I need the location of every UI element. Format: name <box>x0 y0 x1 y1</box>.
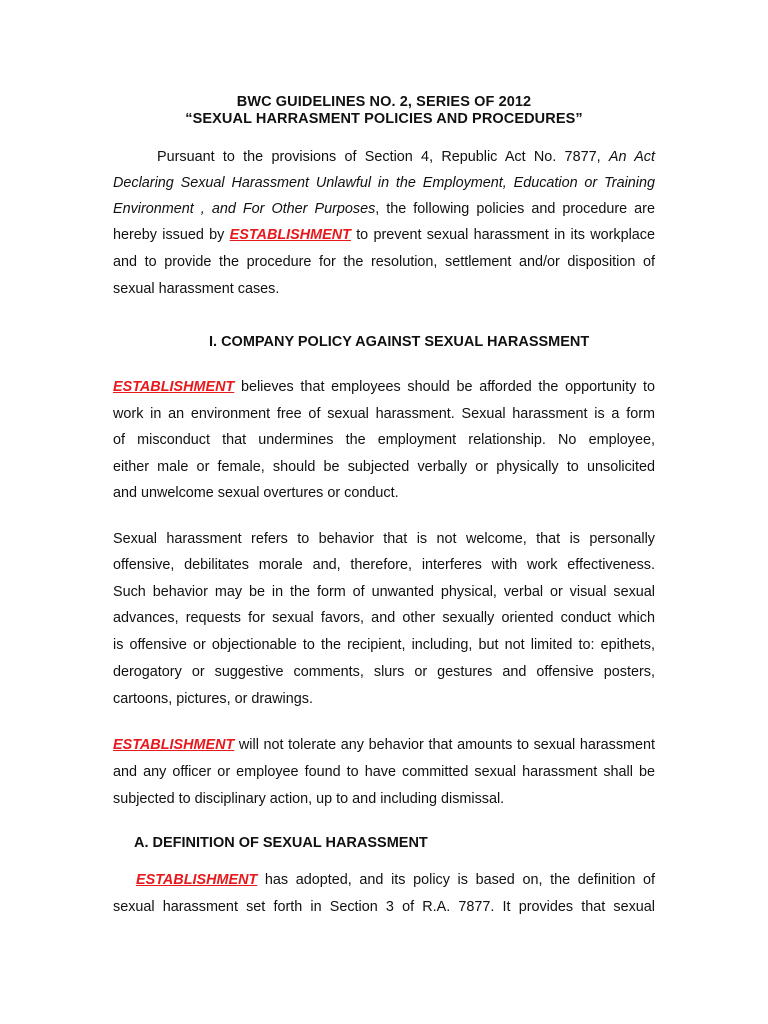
establishment-placeholder: ESTABLISHMENT <box>229 227 351 243</box>
definition-line: cartoons, pictures, or drawings. <box>113 691 313 707</box>
section-heading-definition: A. DEFINITION OF SEXUAL HARASSMENT <box>134 835 428 851</box>
discipline-line <box>113 736 655 754</box>
definition-line: advances, requests for sexual favors, and other sexually oriented conduct which <box>113 610 655 626</box>
definition-line: Such behavior may be in the form of unwanted physical, verbal or visual sexual <box>113 584 655 600</box>
establishment-placeholder: ESTABLISHMENT <box>113 379 235 395</box>
policy-line: and unwelcome sexual overtures or conduct. <box>113 485 399 501</box>
document-title-line1: BWC GUIDELINES NO. 2, SERIES OF 2012 <box>236 94 532 110</box>
document-title-line2: “SEXUAL HARRASMENT POLICIES AND PROCEDURES” <box>185 111 583 127</box>
establishment-placeholder: ESTABLISHMENT <box>113 737 235 753</box>
intro-line <box>113 226 655 244</box>
policy-line: either male or female, should be subjected verbally or physically to unsolicited <box>113 459 655 475</box>
definition-line: Sexual harassment refers to behavior that is not welcome, that is personally <box>113 531 655 547</box>
definition-line: is offensive or objectionable to the recipient, including, but not limited to: epithets, <box>113 637 655 653</box>
discipline-line: and any officer or employee found to have committed sexual harassment shall be <box>113 764 655 780</box>
intro-text: hereby issued by <box>113 227 225 243</box>
section-a-line: sexual harassment set forth in Section 3 of R.A. 7877. It provides that sexual <box>113 899 655 915</box>
intro-text: Pursuant to the provisions of Section 4, Republic Act No. 7877, <box>157 149 601 165</box>
intro-text: to prevent sexual harassment in its workplace <box>356 227 656 243</box>
policy-line: of misconduct that undermines the employment relationship. No employee, <box>113 432 655 448</box>
intro-line: and to provide the procedure for the resolution, settlement and/or disposition of <box>113 254 655 270</box>
discipline-line: subjected to disciplinary action, up to and including dismissal. <box>113 791 505 807</box>
section-heading-company-policy: I. COMPANY POLICY AGAINST SEXUAL HARASSMENT <box>209 334 590 350</box>
intro-line: Declaring Sexual Harassment Unlawful in the Employment, Education or Training <box>113 175 655 191</box>
act-title-text: An Act <box>608 149 655 165</box>
intro-line <box>157 148 655 166</box>
act-title-text: Environment , and For Other Purposes <box>113 201 376 217</box>
policy-text: believes that employees should be afforded the opportunity to <box>240 379 655 395</box>
intro-line: sexual harassment cases. <box>113 281 280 297</box>
section-a-line <box>136 871 655 889</box>
section-a-text: has adopted, and its policy is based on, the definition of <box>264 872 655 888</box>
intro-text: , the following policies and procedure are <box>375 201 655 217</box>
establishment-placeholder: ESTABLISHMENT <box>136 872 258 888</box>
policy-line: work in an environment free of sexual harassment. Sexual harassment is a form <box>113 406 655 422</box>
policy-line <box>113 378 655 396</box>
discipline-text: will not tolerate any behavior that amounts to sexual harassment <box>238 737 656 753</box>
definition-line: offensive, debilitates morale and, therefore, interferes with work effectiveness. <box>113 557 655 573</box>
intro-line <box>113 200 655 218</box>
definition-line: derogatory or suggestive comments, slurs or gestures and offensive posters, <box>113 664 655 680</box>
